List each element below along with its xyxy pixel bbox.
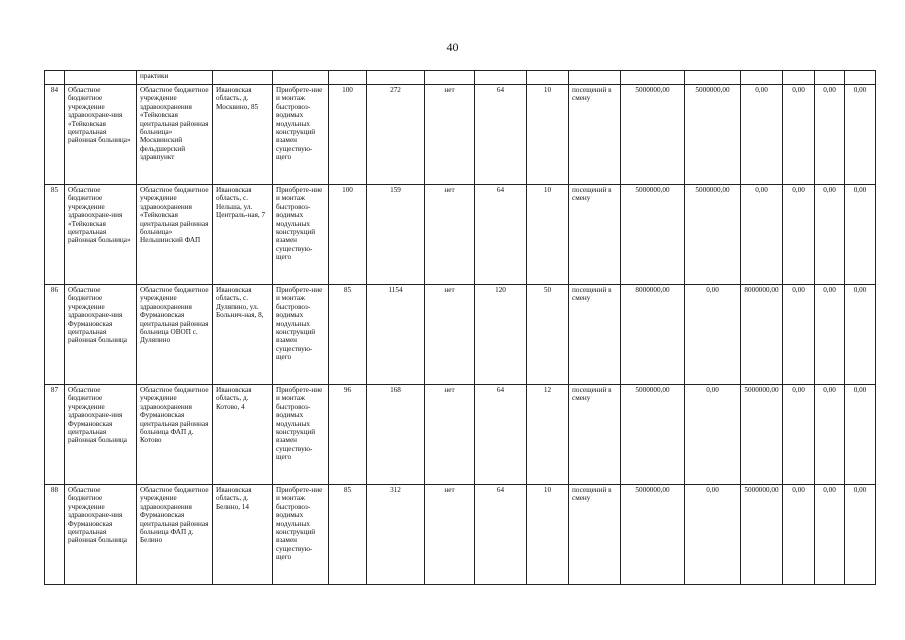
cell-total: 5000000,00 [621, 385, 685, 485]
table-row [45, 285, 876, 385]
cell-c4: 64 [475, 385, 527, 485]
cell-c2: 272 [367, 85, 425, 185]
cell-c4: 120 [475, 285, 527, 385]
register-table [44, 70, 876, 585]
cell-org: Областное бюджетное учреждение здравоохране-ния Фурмановская центральная районная больница [65, 485, 137, 585]
cell-object: Областное бюджетное учреждение здравоохранения Фурмановская центральная районная больница ФАП д. Котово [137, 385, 213, 485]
cell-c3: нет [425, 85, 475, 185]
cell-y1: 0,00 [685, 385, 741, 485]
cell-num: 86 [45, 285, 65, 385]
cell-y1: 5000000,00 [685, 85, 741, 185]
cell-object: Областное бюджетное учреждение здравоохранения Фурмановская центральная районная больница ФАП д. Белино [137, 485, 213, 585]
cell-c5: 10 [527, 185, 569, 285]
cell-org: Областное бюджетное учреждение здравоохране-ния Фурмановская центральная районная больница [65, 285, 137, 385]
cell-c1: 85 [329, 285, 367, 385]
cell-y1: 5000000,00 [685, 185, 741, 285]
table-row [45, 185, 876, 285]
cell-work: Приобрете-ние и монтаж быстровоз-водимых модульных конструкций взамен существую-щего [273, 285, 329, 385]
cell-total: 8000000,00 [621, 285, 685, 385]
cell-y5: 0,00 [845, 185, 876, 285]
cell-y2: 0,00 [741, 185, 783, 285]
cell-address: Ивановская область, с. Нельша, ул. Централь-ная, 7 [213, 185, 273, 285]
cell-y5: 0,00 [845, 385, 876, 485]
cell-unit: посещений в смену [569, 185, 621, 285]
cell-y3: 0,00 [783, 285, 815, 385]
page-number: 40 [446, 40, 459, 54]
cell-address: Ивановская область, д. Белино, 14 [213, 485, 273, 585]
cell-c1: 96 [329, 385, 367, 485]
cell-unit: посещений в смену [569, 485, 621, 585]
cell-y2: 8000000,00 [741, 285, 783, 385]
cell-num: 85 [45, 185, 65, 285]
cell-total: 5000000,00 [621, 85, 685, 185]
cell-num: 87 [45, 385, 65, 485]
cell-work: Приобрете-ние и монтаж быстровоз-водимых модульных конструкций взамен существую-щего [273, 85, 329, 185]
cell-unit: посещений в смену [569, 85, 621, 185]
cell-y4: 0,00 [815, 185, 845, 285]
cell-y4: 0,00 [815, 285, 845, 385]
cell-c2: 159 [367, 185, 425, 285]
cell-object: Областное бюджетное учреждение здравоохранения «Тейковская центральная районная больница» Нельшинский ФАП [137, 185, 213, 285]
table-row-continuation [45, 71, 876, 85]
cell-object: Областное бюджетное учреждение здравоохранения Фурмановская центральная районная больница ОВОП с. Дуляпино [137, 285, 213, 385]
cell-work: Приобрете-ние и монтаж быстровоз-водимых модульных конструкций взамен существую-щего [273, 385, 329, 485]
cell-c4: 64 [475, 185, 527, 285]
cell-c3: нет [425, 285, 475, 385]
cell-c5: 10 [527, 485, 569, 585]
cell-num: 84 [45, 85, 65, 185]
cell-object: практики [137, 71, 213, 85]
cell-c1: 100 [329, 185, 367, 285]
cell-c3: нет [425, 185, 475, 285]
cell-c4: 64 [475, 485, 527, 585]
cell-y3: 0,00 [783, 385, 815, 485]
cell-c2: 312 [367, 485, 425, 585]
cell-c3: нет [425, 485, 475, 585]
cell-y1: 0,00 [685, 485, 741, 585]
cell-org: Областное бюджетное учреждение здравоохране-ния «Тейковская центральная районная больница» [65, 185, 137, 285]
cell-c2: 168 [367, 385, 425, 485]
cell-c4: 64 [475, 85, 527, 185]
cell-work: Приобрете-ние и монтаж быстровоз-водимых модульных конструкций взамен существую-щего [273, 485, 329, 585]
cell-address: Ивановская область, с. Дуляпино, ул. Больнич-ная, 8, [213, 285, 273, 385]
cell-org: Областное бюджетное учреждение здравоохране-ния «Тейковская центральная районная больница» [65, 85, 137, 185]
cell-c3: нет [425, 385, 475, 485]
cell-y3: 0,00 [783, 85, 815, 185]
cell-unit: посещений в смену [569, 285, 621, 385]
table-row [45, 385, 876, 485]
cell-total: 5000000,00 [621, 485, 685, 585]
cell-y4: 0,00 [815, 85, 845, 185]
cell-y5: 0,00 [845, 485, 876, 585]
table-row [45, 85, 876, 185]
cell-work: Приобрете-ние и монтаж быстровоз-водимых модульных конструкций взамен существую-щего [273, 185, 329, 285]
cell-c5: 10 [527, 85, 569, 185]
cell-org [65, 71, 137, 85]
cell-c2: 1154 [367, 285, 425, 385]
cell-c5: 12 [527, 385, 569, 485]
cell-y5: 0,00 [845, 285, 876, 385]
cell-y2: 0,00 [741, 85, 783, 185]
cell-y5: 0,00 [845, 85, 876, 185]
cell-y1: 0,00 [685, 285, 741, 385]
cell-address: Ивановская область, д. Москвино, 85 [213, 85, 273, 185]
cell-y4: 0,00 [815, 385, 845, 485]
cell-num [45, 71, 65, 85]
cell-y4: 0,00 [815, 485, 845, 585]
cell-object: Областное бюджетное учреждение здравоохранения «Тейковская центральная районная больница» Москвинский фельдшерский здравпункт [137, 85, 213, 185]
cell-y2: 5000000,00 [741, 385, 783, 485]
cell-org: Областное бюджетное учреждение здравоохране-ния Фурмановская центральная районная больница [65, 385, 137, 485]
cell-c5: 50 [527, 285, 569, 385]
cell-y2: 5000000,00 [741, 485, 783, 585]
cell-num: 88 [45, 485, 65, 585]
cell-c1: 85 [329, 485, 367, 585]
cell-c1: 100 [329, 85, 367, 185]
cell-y3: 0,00 [783, 185, 815, 285]
table-row [45, 485, 876, 585]
cell-unit: посещений в смену [569, 385, 621, 485]
cell-address: Ивановская область, д. Котово, 4 [213, 385, 273, 485]
cell-total: 5000000,00 [621, 185, 685, 285]
cell-y3: 0,00 [783, 485, 815, 585]
